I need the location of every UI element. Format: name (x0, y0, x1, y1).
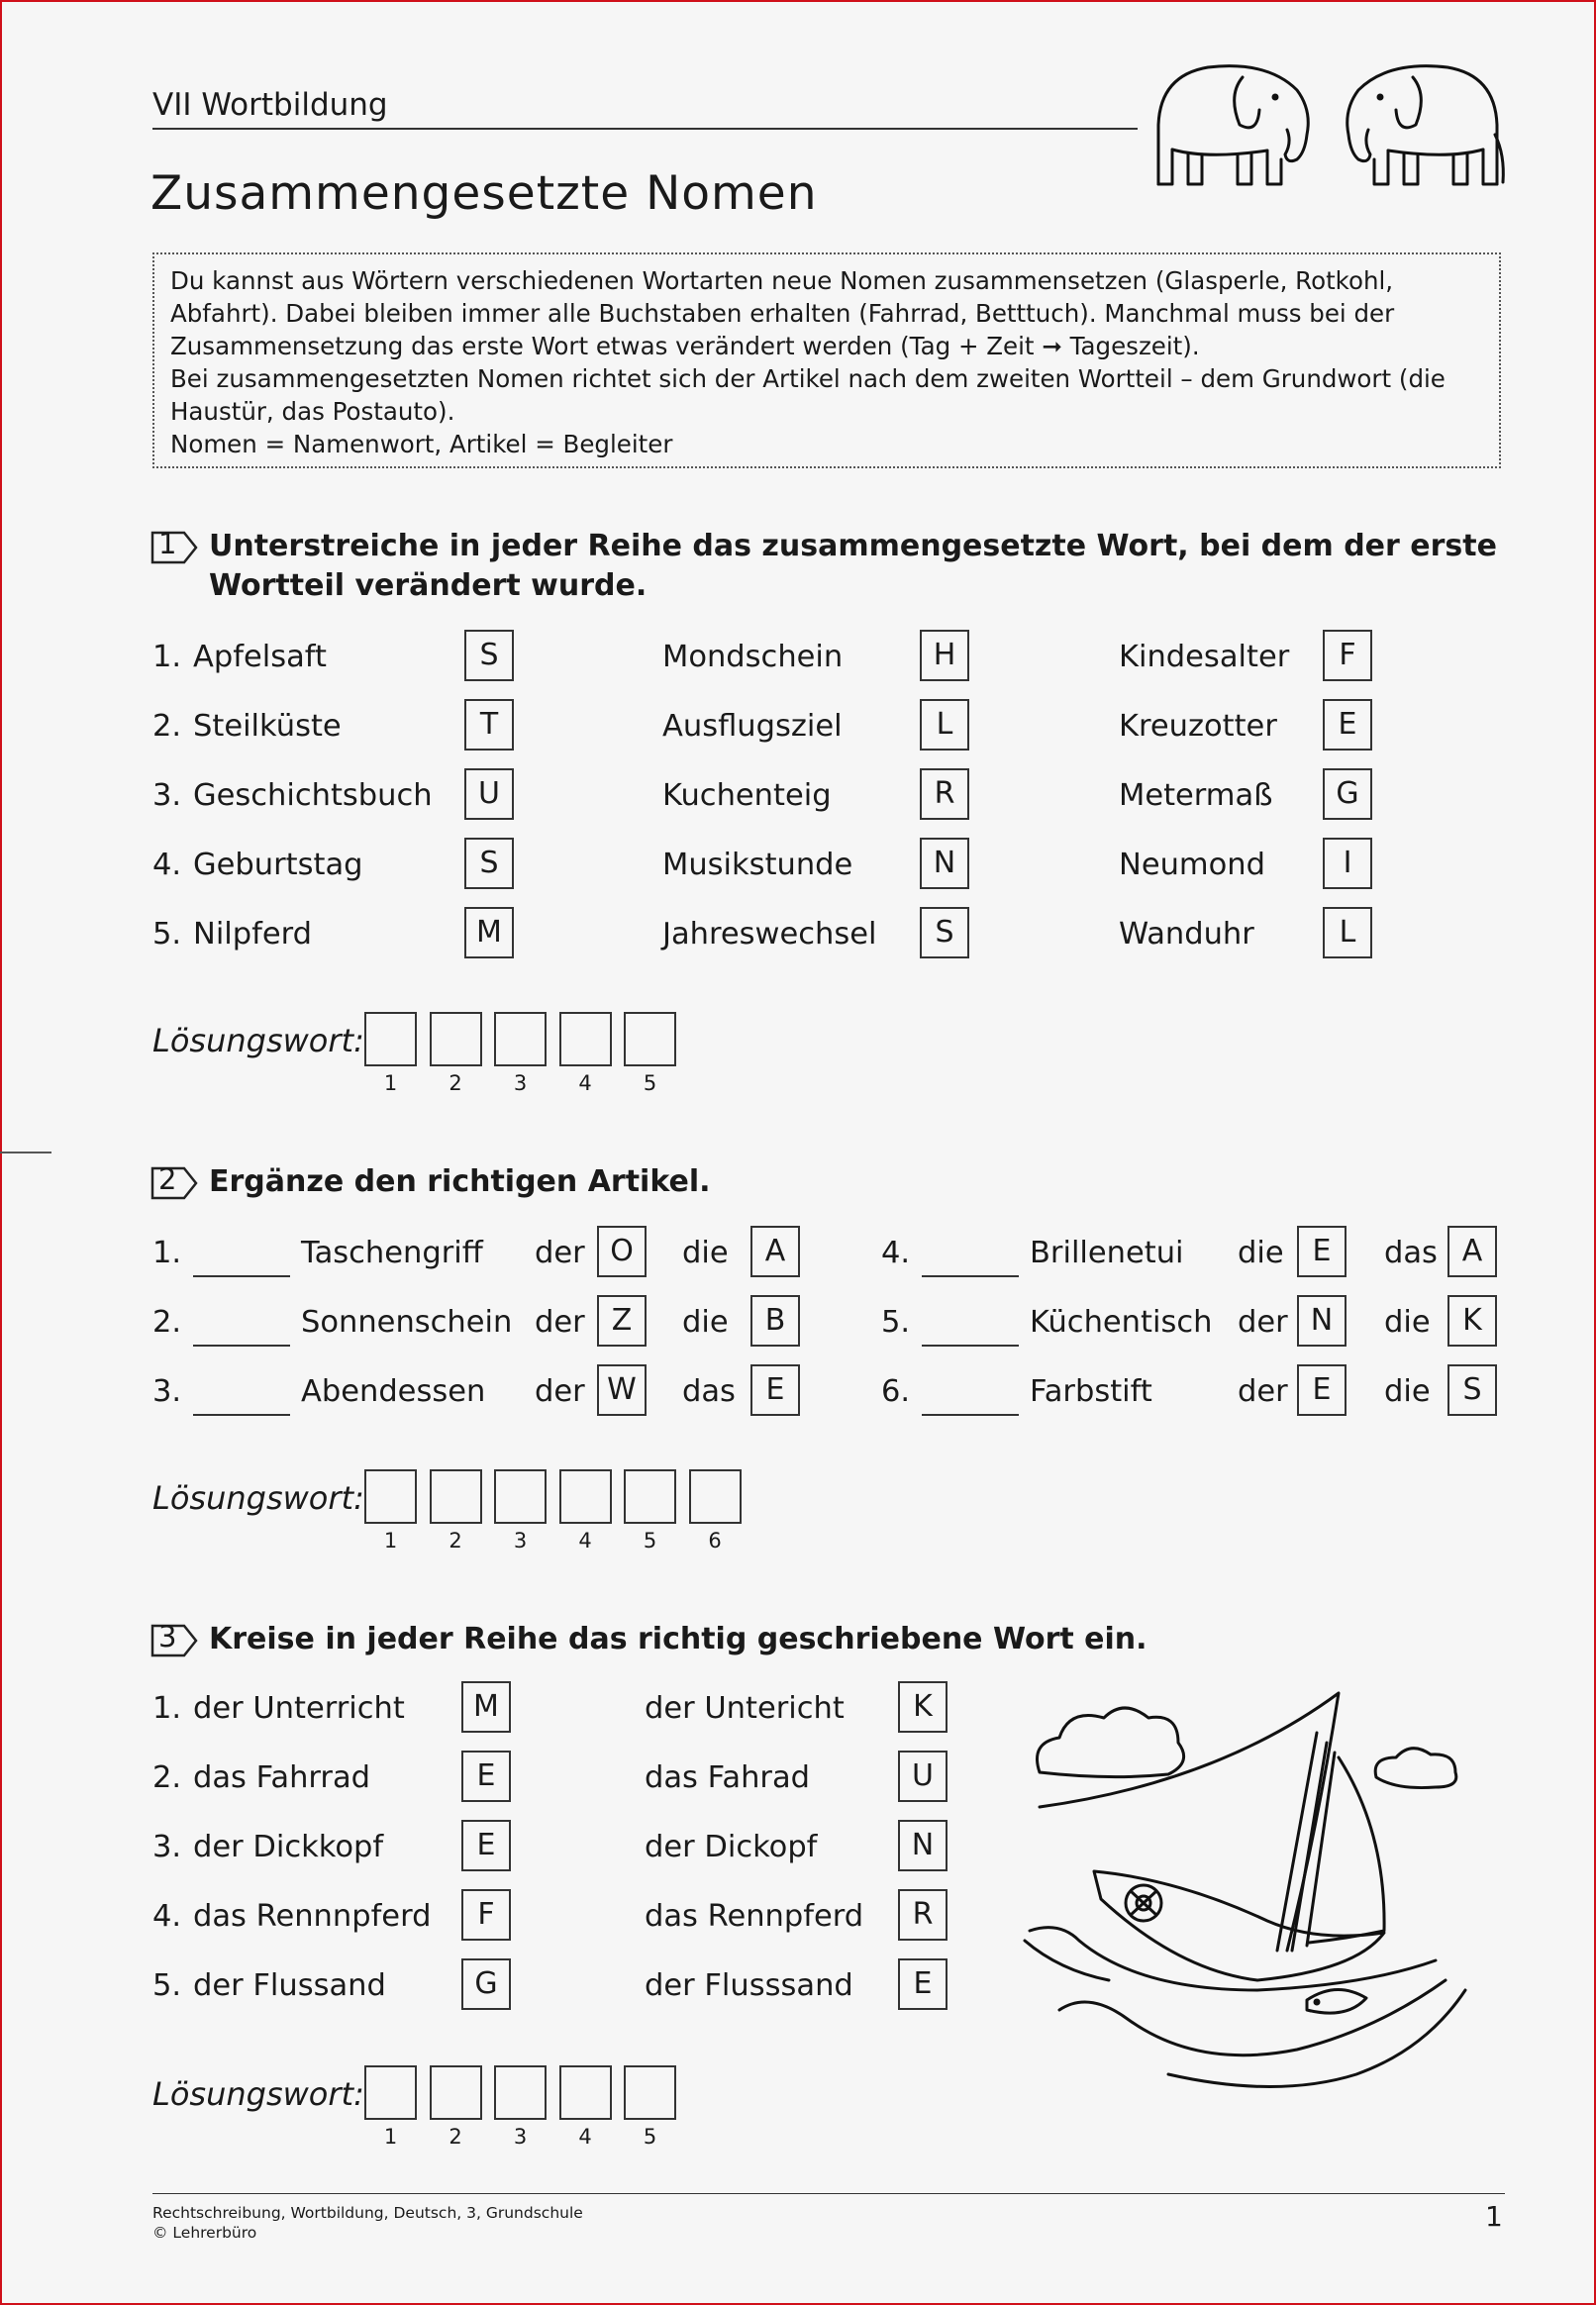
letter-box[interactable]: G (1323, 768, 1372, 820)
word-option: Metermaß (1119, 778, 1273, 813)
solution-box[interactable] (559, 1012, 612, 1066)
article-blank[interactable] (922, 1345, 1019, 1347)
footer-rule (152, 2193, 1505, 2194)
footer-line-1: Rechtschreibung, Wortbildung, Deutsch, 3, Grundschule (152, 2204, 583, 2222)
task-1-solution-label: Lösungswort: (152, 1022, 364, 1059)
solution-box[interactable] (624, 1012, 676, 1066)
letter-box[interactable]: E (1297, 1226, 1347, 1277)
letter-box[interactable]: N (920, 838, 969, 889)
letter-box[interactable]: H (920, 630, 969, 681)
article-option: der (1238, 1374, 1288, 1409)
letter-box[interactable]: Z (597, 1295, 647, 1347)
word-option: Steilküste (193, 709, 342, 744)
letter-box[interactable]: S (464, 630, 514, 681)
task-3-instruction: Kreise in jeder Reihe das richtig geschriebene Wort ein. (209, 1622, 1147, 1656)
letter-box: U (898, 1751, 948, 1802)
letter-box[interactable]: E (1297, 1364, 1347, 1416)
article-option: der (1238, 1305, 1288, 1340)
letter-box: E (898, 1958, 948, 2010)
article-option: die (1384, 1374, 1431, 1409)
solution-box[interactable] (559, 2065, 612, 2120)
word-option: Jahreswechsel (662, 917, 877, 952)
task-2-number: 2 (158, 1162, 177, 1196)
article-option: das (1384, 1236, 1438, 1270)
info-line: Bei zusammengesetzten Nomen richtet sich der Artikel nach dem zweiten Wortteil – dem Grundwort (die (170, 364, 1446, 393)
word-option[interactable]: das Rennpferd (645, 1899, 864, 1934)
solution-box[interactable] (494, 1469, 547, 1524)
word-option: Wanduhr (1119, 917, 1254, 952)
word-option: Geburtstag (193, 848, 363, 882)
word-option[interactable]: der Unterricht (193, 1691, 405, 1726)
row-number: 2. (152, 1760, 182, 1795)
sailboat-illustration (1020, 1683, 1475, 2099)
letter-box[interactable]: W (597, 1364, 647, 1416)
row-number: 5. (881, 1305, 911, 1340)
solution-number: 1 (383, 1071, 398, 1095)
word-option[interactable]: der Dickopf (645, 1830, 818, 1864)
compound-word: Farbstift (1030, 1374, 1152, 1409)
solution-box[interactable] (430, 1012, 482, 1066)
letter-box[interactable]: E (1323, 699, 1372, 751)
solution-box[interactable] (559, 1469, 612, 1524)
letter-box: N (898, 1820, 948, 1871)
footer-line-2: © Lehrerbüro (152, 2224, 257, 2242)
letter-box[interactable]: L (920, 699, 969, 751)
word-option[interactable]: das Fahrrad (193, 1760, 370, 1795)
letter-box[interactable]: E (750, 1364, 800, 1416)
letter-box[interactable]: T (464, 699, 514, 751)
letter-box[interactable]: A (1447, 1226, 1497, 1277)
compound-word: Küchentisch (1030, 1305, 1213, 1340)
letter-box[interactable]: R (920, 768, 969, 820)
solution-number: 1 (383, 2125, 398, 2149)
compound-word: Sonnenschein (301, 1305, 513, 1340)
footer (152, 2203, 583, 2243)
task-1-number: 1 (158, 527, 177, 560)
article-option: der (535, 1236, 585, 1270)
word-option[interactable]: der Flussand (193, 1968, 386, 2003)
row-number: 4. (152, 1899, 182, 1934)
article-option: die (682, 1305, 729, 1340)
word-option: Mondschein (662, 640, 844, 674)
row-number: 5. (152, 917, 182, 952)
page-title: Zusammengesetzte Nomen (150, 166, 818, 221)
solution-number: 3 (513, 1071, 528, 1095)
compound-word: Taschengriff (301, 1236, 483, 1270)
word-option[interactable]: das Fahrad (645, 1760, 810, 1795)
row-number: 1. (152, 1691, 182, 1726)
row-number: 6. (881, 1374, 911, 1409)
task-2-solution-label: Lösungswort: (152, 1479, 364, 1517)
solution-number: 6 (708, 1529, 722, 1553)
solution-number: 2 (449, 1529, 462, 1553)
word-option: Geschichtsbuch (193, 778, 433, 813)
letter-box[interactable]: S (920, 907, 969, 958)
solution-number: 4 (578, 1529, 592, 1553)
info-line: Zusammensetzung das erste Wort etwas verändert werden (Tag + Zeit ➞ Tageszeit). (170, 332, 1200, 360)
letter-box[interactable]: M (464, 907, 514, 958)
article-option: die (1384, 1305, 1431, 1340)
letter-box: F (461, 1889, 511, 1941)
letter-box[interactable]: B (750, 1295, 800, 1347)
elephants-illustration (1148, 55, 1507, 194)
solution-number: 4 (578, 1071, 592, 1095)
task-1-instruction (209, 527, 1497, 606)
info-line: Haustür, das Postauto). (170, 397, 455, 426)
letter-box: E (461, 1820, 511, 1871)
letter-box[interactable]: A (750, 1226, 800, 1277)
article-blank[interactable] (922, 1414, 1019, 1416)
solution-box[interactable] (364, 2065, 417, 2120)
word-option[interactable]: das Rennnpferd (193, 1899, 432, 1934)
row-number: 1. (152, 640, 182, 674)
compound-word: Abendessen (301, 1374, 486, 1409)
solution-number: 3 (513, 1529, 528, 1553)
solution-box[interactable] (494, 1012, 547, 1066)
letter-box[interactable]: U (464, 768, 514, 820)
word-option: Kreuzotter (1119, 709, 1277, 744)
task-2-instruction: Ergänze den richtigen Artikel. (209, 1164, 711, 1199)
letter-box[interactable]: L (1323, 907, 1372, 958)
word-option: Musikstunde (662, 848, 853, 882)
letter-box: R (898, 1889, 948, 1941)
article-option: die (682, 1236, 729, 1270)
solution-number: 1 (383, 1529, 398, 1553)
word-option: Ausflugsziel (662, 709, 843, 744)
letter-box[interactable]: N (1297, 1295, 1347, 1347)
solution-box[interactable] (430, 2065, 482, 2120)
article-option: die (1238, 1236, 1284, 1270)
article-blank[interactable] (922, 1275, 1019, 1277)
word-option: Kindesalter (1119, 640, 1290, 674)
chapter-heading: VII Wortbildung (152, 87, 388, 123)
compound-word: Brillenetui (1030, 1236, 1184, 1270)
task-3-solution-label: Lösungswort: (152, 2075, 364, 2113)
letter-box: K (898, 1681, 948, 1733)
letter-box[interactable]: I (1323, 838, 1372, 889)
row-number: 5. (152, 1968, 182, 2003)
article-option: der (535, 1305, 585, 1340)
solution-number: 5 (643, 1071, 657, 1095)
chapter-rule (152, 128, 1138, 130)
row-number: 3. (152, 1374, 182, 1409)
solution-box[interactable] (624, 1469, 676, 1524)
letter-box: G (461, 1958, 511, 2010)
word-option[interactable]: der Flusssand (645, 1968, 853, 2003)
solution-box[interactable] (624, 2065, 676, 2120)
row-number: 4. (881, 1236, 911, 1270)
letter-box[interactable]: O (597, 1226, 647, 1277)
article-blank[interactable] (193, 1345, 290, 1347)
row-number: 4. (152, 848, 182, 882)
task-3-number: 3 (158, 1620, 177, 1654)
word-option: Nilpferd (193, 917, 312, 952)
letter-box[interactable]: F (1323, 630, 1372, 681)
solution-number: 5 (643, 1529, 657, 1553)
row-number: 3. (152, 1830, 182, 1864)
letter-box[interactable]: S (464, 838, 514, 889)
task-1-instruction-line: Wortteil verändert wurde. (209, 568, 648, 603)
article-blank[interactable] (193, 1414, 290, 1416)
solution-number: 3 (513, 2125, 528, 2149)
row-number: 3. (152, 778, 182, 813)
row-number: 1. (152, 1236, 182, 1270)
word-option[interactable]: der Untericht (645, 1691, 845, 1726)
page-number: 1 (1485, 2200, 1503, 2233)
article-option: das (682, 1374, 736, 1409)
article-blank[interactable] (193, 1275, 290, 1277)
word-option: Kuchenteig (662, 778, 832, 813)
letter-box[interactable]: K (1447, 1295, 1497, 1347)
letter-box[interactable]: S (1447, 1364, 1497, 1416)
solution-box[interactable] (364, 1469, 417, 1524)
article-option: der (535, 1374, 585, 1409)
word-option: Neumond (1119, 848, 1265, 882)
solution-number: 2 (449, 1071, 462, 1095)
info-line: Abfahrt). Dabei bleiben immer alle Buchstaben erhalten (Fahrrad, Betttuch). Manchmal muss bei der (170, 299, 1395, 328)
margin-mark (0, 1152, 51, 1153)
letter-box: E (461, 1751, 511, 1802)
solution-number: 4 (578, 2125, 592, 2149)
word-option: Apfelsaft (193, 640, 327, 674)
solution-box[interactable] (689, 1469, 742, 1524)
row-number: 2. (152, 1305, 182, 1340)
row-number: 2. (152, 709, 182, 744)
info-box (152, 252, 1501, 468)
word-option[interactable]: der Dickkopf (193, 1830, 384, 1864)
solution-box[interactable] (494, 2065, 547, 2120)
solution-number: 5 (643, 2125, 657, 2149)
letter-box: M (461, 1681, 511, 1733)
solution-box[interactable] (430, 1469, 482, 1524)
solution-number: 2 (449, 2125, 462, 2149)
info-line: Du kannst aus Wörtern verschiedenen Wortarten neue Nomen zusammensetzen (Glasperle, Rotkohl, (170, 266, 1394, 295)
solution-box[interactable] (364, 1012, 417, 1066)
info-line: Nomen = Namenwort, Artikel = Begleiter (170, 430, 673, 458)
task-1-instruction-line: Unterstreiche in jeder Reihe das zusammengesetzte Wort, bei dem der erste (209, 529, 1497, 563)
